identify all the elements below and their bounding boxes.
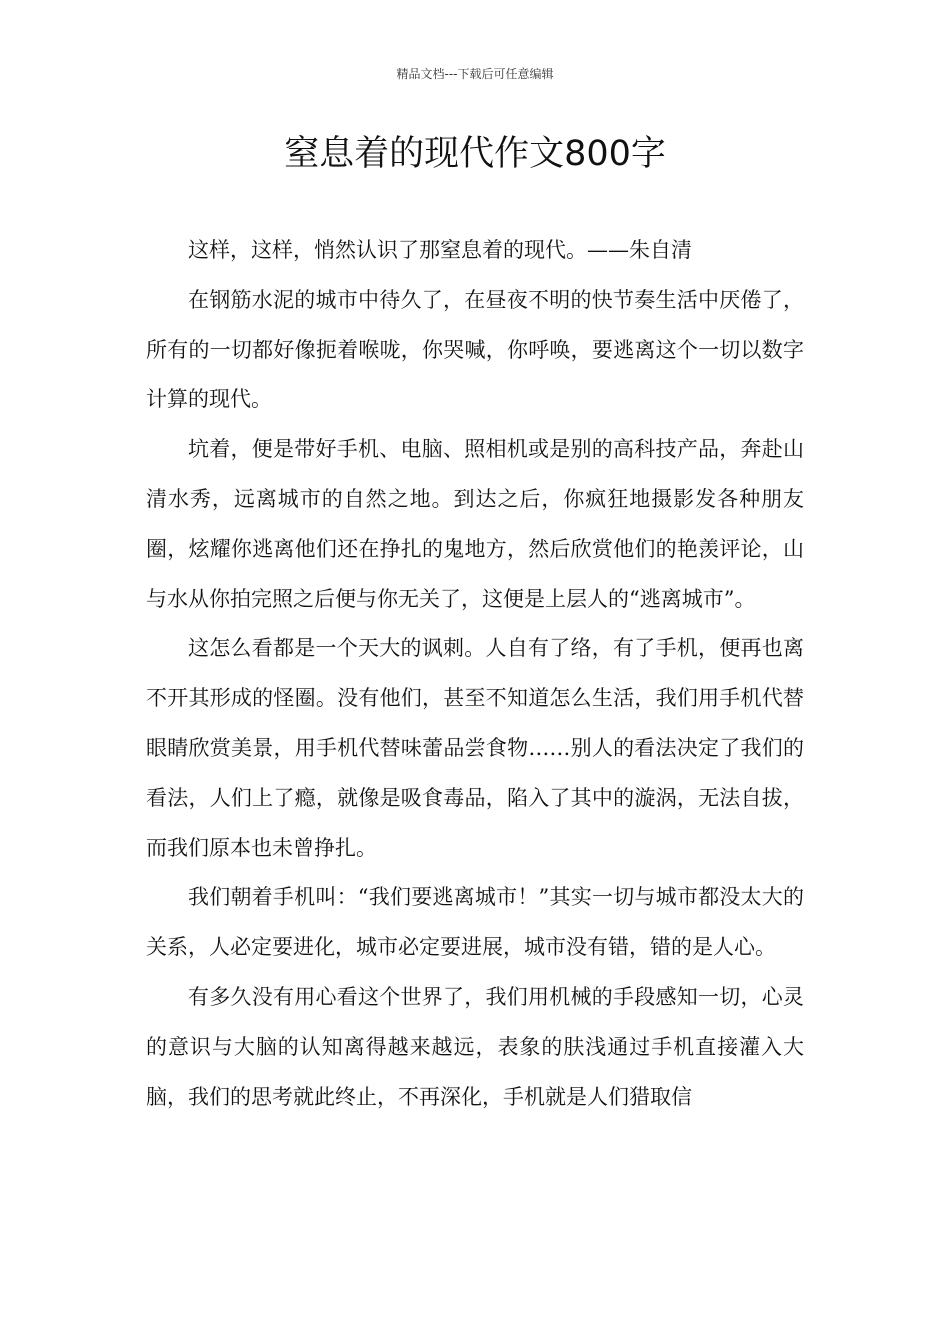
paragraph: 这怎么看都是一个天大的讽刺。人自有了络，有了手机，便再也离不开其形成的怪圈。没有他们，甚至不知道怎么生活，我们用手机代替眼睛欣赏美景，用手机代替味蕾品尝食物……别人的看法决定了我们的看法，人们上了瘾，就像是吸食毒品，陷入了其中的漩涡，无法自拔，而我们原本也未曾挣扎。	[146, 636, 804, 860]
paragraph: 这样，这样，悄然认识了那窒息着的现代。——朱自清	[188, 238, 692, 262]
page-title: 窒息着的现代作文800字	[284, 134, 666, 174]
paragraph: 我们朝着手机叫：“我们要逃离城市！”其实一切与城市都没太大的关系，人必定要进化，城市必定要进展，城市没有错，错的是人心。	[146, 885, 804, 960]
paragraph: 在钢筋水泥的城市中待久了，在昼夜不明的快节奏生活中厌倦了，所有的一切都好像扼着喉咙，你哭喊，你呼唤，要逃离这个一切以数字计算的现代。	[146, 287, 804, 412]
header-note: 精品文档---下载后可任意编辑	[396, 67, 554, 81]
article-body	[146, 226, 804, 1122]
paragraph: 坑着，便是带好手机、电脑、照相机或是别的高科技产品，奔赴山清水秀，远离城市的自然之地。到达之后，你疯狂地摄影发各种朋友圈，炫耀你逃离他们还在挣扎的鬼地方，然后欣赏他们的艳羡评论，山与水从你拍完照之后便与你无关了，这便是上层人的“逃离城市”。	[146, 437, 804, 611]
paragraph: 有多久没有用心看这个世界了，我们用机械的手段感知一切，心灵的意识与大脑的认知离得越来越远，表象的肤浅通过手机直接灌入大脑，我们的思考就此终止，不再深化，手机就是人们猎取信	[146, 984, 804, 1109]
